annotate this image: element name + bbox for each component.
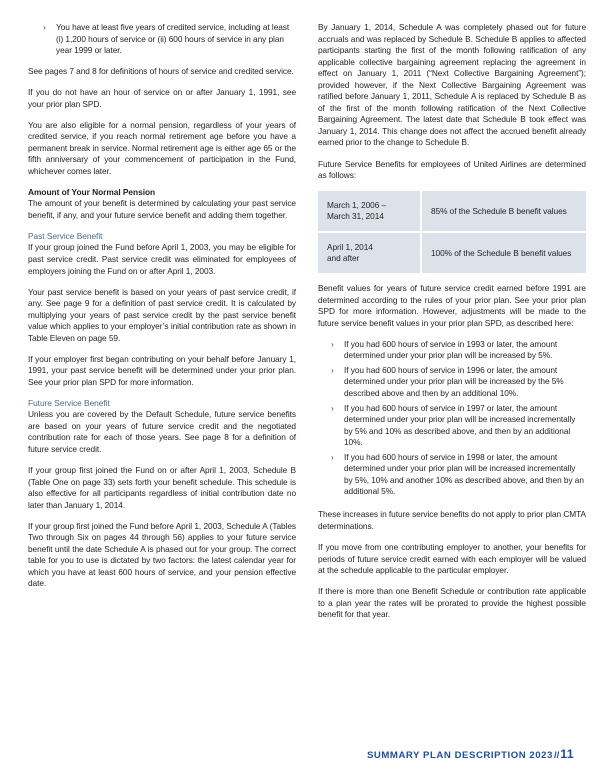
period-line-2: and after (327, 253, 360, 264)
paragraph-future-service-3: If your group first joined the Fund before April 1, 2003, Schedule A (Tables Two through Six on pages 44 through 56) applies to your future service benefit until the date Schedule A is phased out for your group. The correct table for you to use is dictated by two factors: the latest calendar year for which you have at least 600 hours of service, and your pension effective date. (28, 520, 296, 589)
prior-plan-adjustments-list (318, 339, 586, 498)
paragraph-cmta-note: These increases in future service benefits do not apply to prior plan CMTA determinations. (318, 509, 586, 531)
paragraph-no-hour-of-service: If you do not have an hour of service on or after January 1, 1991, see your prior plan SPD. (28, 87, 296, 109)
paragraph-definitions-reference: See pages 7 and 8 for definitions of hours of service and credited service. (28, 66, 294, 77)
footer-separator: // (553, 750, 560, 761)
paragraph-past-service-3: If your employer first began contributing on your behalf before January 1, 1991, your past service benefit will be determined under your prior plan. See your prior plan SPD for more information. (28, 353, 296, 387)
heading-past-service-benefit: Past Service Benefit (28, 231, 103, 242)
table-row (318, 191, 586, 233)
left-column (28, 22, 296, 600)
right-column (318, 22, 586, 630)
table-row (318, 233, 586, 273)
table-cell-period (318, 191, 422, 233)
list-item (330, 339, 586, 362)
chevron-right-icon: › (43, 22, 46, 33)
paragraph-employer-change-1: If you move from one contributing employer to another, your benefits for periods of future service credit earned with each employer will be valued at the schedule applicable to the particular employer. (318, 542, 586, 576)
list-item-text: You have at least five years of credited service, including at least (i) 1,200 hours of service or (ii) 600 hours of service in any plan year 1999 or later. (56, 22, 290, 56)
chevron-right-icon: › (331, 451, 334, 462)
footer-title: SUMMARY PLAN DESCRIPTION 2023 (366, 750, 553, 761)
paragraph-schedule-phaseout: By January 1, 2014, Schedule A was completely phased out for future accruals and was replaced by Schedule B. Schedule B applies to affected participants starting the first of the month following ratification of any applicable collective bargaining agreement replacing the agreement in effect on January 1, 2011 (“Next Collective Bargaining Agreement”); provided however, if the Next Collective Bargaining Agreement was ratified before January 1, 2011, Schedule A is replaced by Schedule B as of the first of the month following ratification of the Next Collective Bargaining Agreement. The latest date that Schedule B took effect was January 1, 2014. This change does not affect the accrued benefit already earned prior to the change to Schedule B. (318, 22, 586, 148)
table-cell-period (318, 233, 422, 273)
paragraph-past-service-1: If your group joined the Fund before April 1, 2003, you may be eligible for past service credit. Past service credit was eliminated for employees of employers joining the Fund on or after April 1, 2003. (28, 242, 296, 276)
chevron-right-icon: › (331, 402, 334, 413)
paragraph-future-service-2: If your group first joined the Fund on or after April 1, 2003, Schedule B (Table One on page 33) sets forth your benefit schedule. This schedule is also effective for all participants regardless of initial contribution date no later than January 1, 2014. (28, 465, 296, 510)
paragraph-united-airlines-intro: Future Service Benefits for employees of United Airlines are determined as follows: (318, 158, 586, 181)
page-footer (367, 745, 574, 763)
two-column-layout (28, 22, 586, 630)
paragraph-past-service-2: Your past service benefit is based on your years of past service credit, if any. See page 9 for a definition of past service credit. It is calculated by multiplying your years of past service credit by the past service benefit value which applies to your employer’s initial contribution rate as shown in Table Eleven on page 59. (28, 286, 296, 343)
united-airlines-benefit-table (318, 191, 586, 273)
heading-amount-of-your-normal-pension: Amount of Your Normal Pension (28, 187, 156, 198)
list-item (330, 452, 586, 498)
period-line-2: March 31, 2014 (327, 211, 384, 222)
paragraph-prior-plan-intro: Benefit values for years of future service credit earned before 1991 are determined according to the rules of your prior plan. See your prior plan SPD for more information. However, adjustments will be made to the future service benefit values in your prior plan SPD, as described here: (318, 283, 586, 328)
paragraph-amount-intro: The amount of your benefit is determined by calculating your past service benefit, if any, and your future service benefit and adding them together. (28, 198, 296, 220)
paragraph-future-service-1: Unless you are covered by the Default Schedule, future service benefits are based on your years of future service credit and the negotiated contribution rate for each of those years. See page 8 for a definition of future service credit. (28, 409, 296, 454)
table-cell-value: 85% of the Schedule B benefit values (422, 191, 586, 233)
heading-future-service-benefit: Future Service Benefit (28, 397, 110, 408)
list-item (42, 22, 296, 57)
eligibility-bullet-list (28, 22, 296, 57)
list-item-text: If you had 600 hours of service in 1996 or later, the amount determined under your prior plan will be increased by the 5% described above and then by an additional 10%. (344, 364, 564, 398)
list-item-text: If you had 600 hours of service in 1993 or later, the amount determined under your prior plan will be increased by 5%. (344, 338, 558, 361)
paragraph-normal-retirement-age: You are also eligible for a normal pension, regardless of your years of credited service, if you reach normal retirement age before you have a permanent break in service. Normal retirement age is either age 65 or the fifth anniversary of your commencement of participation in the Fund, whichever comes later. (28, 119, 296, 176)
footer-page-number: 11 (560, 747, 574, 761)
period-line-1: March 1, 2006 – (327, 200, 387, 211)
chevron-right-icon: › (331, 338, 334, 349)
chevron-right-icon: › (331, 365, 334, 376)
table-cell-value: 100% of the Schedule B benefit values (422, 233, 586, 273)
list-item-text: If you had 600 hours of service in 1997 or later, the amount determined under your prior plan will be increased incrementally by 5% and 10% as described above, and then by an additional 10%. (344, 402, 576, 448)
list-item (330, 403, 586, 449)
paragraph-employer-change-2: If there is more than one Benefit Schedule or contribution rate applicable to a plan year the rates will be prorated to provide the highest possible benefit for that year. (318, 586, 586, 620)
list-item-text: If you had 600 hours of service in 1998 or later, the amount determined under your prior plan will be increased incrementally by 5%, 10% and another 10% as described above, and then by an additional 5%. (344, 451, 584, 497)
list-item (330, 365, 586, 400)
period-line-1: April 1, 2014 (327, 242, 373, 253)
